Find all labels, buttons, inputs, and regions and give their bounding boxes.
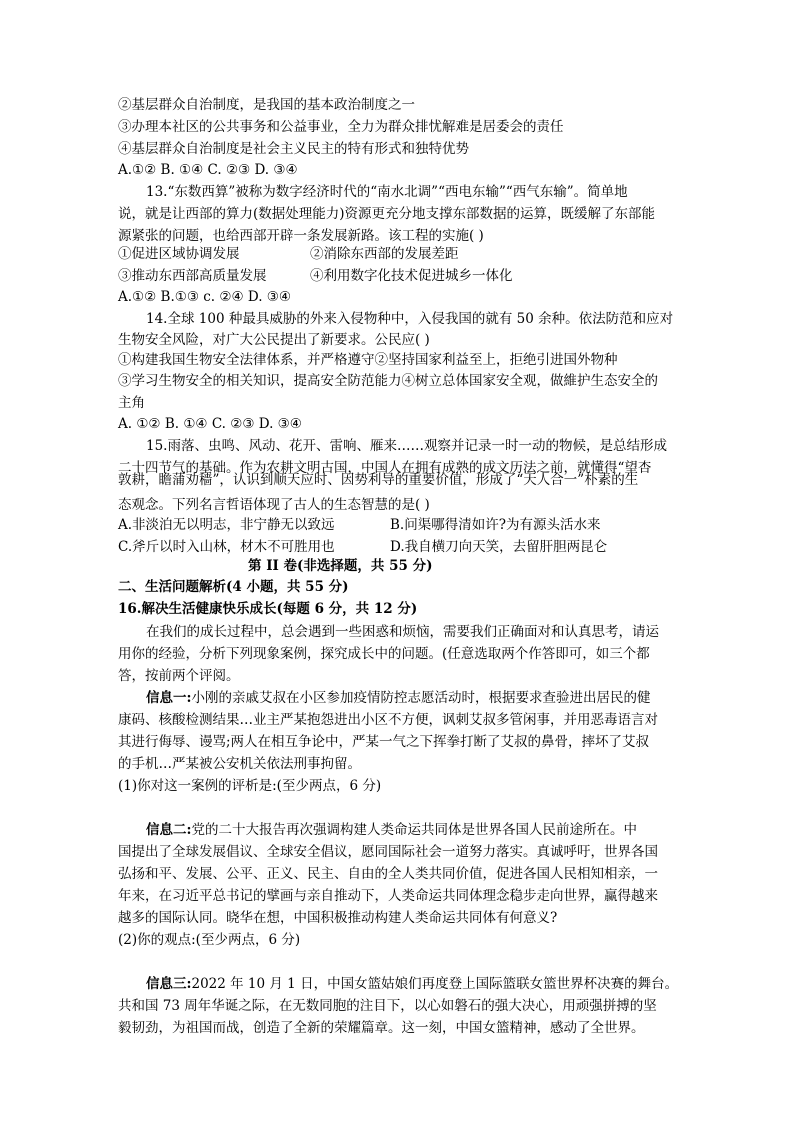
- section-2-title: 第 II 卷(非选择题，共 55 分): [248, 558, 433, 574]
- q13-statement-3: ③推动东西部高质量发展: [118, 268, 267, 284]
- q14-line-4: ③学习生物安全的相关知识，提高安全防范能力④树立总体国家安全观，做維护生态安全的: [118, 373, 658, 389]
- q13-line-3: 源紧张的问题，也给西部开辟一条发展新路。该工程的实施( ): [118, 228, 484, 244]
- q16-intro-1: 在我们的成长过程中，总会遇到一些困惑和烦恼，需要我们正确面对和认真思考，请运: [146, 624, 659, 640]
- info-2-label: 信息二:: [146, 822, 192, 838]
- info-2-line-5: 越多的国际认同。晓华在想，中国积极推动构建人类命运共同体有何意义?: [118, 910, 558, 926]
- info-2-text: 党的二十大报告再次强调构建人类命运共同体是世界各国人民前途所在。中: [191, 822, 637, 838]
- q16-intro-3: 答，按前两个评阅。: [118, 668, 240, 684]
- q13-statement-1: ①促进区域协调发展: [118, 246, 240, 262]
- q14-line-5: 主角: [118, 395, 145, 411]
- statement-3: ③办理本社区的公共事务和公益事业，全力为群众排忧解难是居委会的责任: [118, 119, 564, 135]
- info-1-line-1: [146, 688, 650, 708]
- info-2-line-2: 国提出了全球发展倡议、全球安全倡议，愿同国际社会一道努力落实。真诚呼吁，世界各国: [118, 844, 658, 860]
- q14-line-1: 14.全球 100 种最具威胁的外来入侵物种中，入侵我国的就有 50 余种。依法防范和应对: [146, 311, 674, 327]
- q13-line-1: 13.“东数西算”被称为数字经济时代的“南水北调”“西电东输”“西气东输”。简单地: [146, 184, 628, 200]
- part-2-heading: 二、生活问题解析(4 小题，共 55 分): [118, 579, 349, 595]
- q15-option-c: C.斧斤以时入山林，材木不可胜用也: [118, 539, 335, 555]
- q13-statement-4: ④利用数字化技术促进城乡一体化: [310, 268, 513, 284]
- info-3-line-1: [146, 974, 678, 994]
- q15-option-d: D.我自横刀向天笑，去留肝胆两昆仑: [390, 539, 608, 555]
- info-2-line-4: 年来，在习近平总书记的擘画与亲自推动下，人类命运共同体理念稳步走向世界，赢得越来: [118, 888, 658, 904]
- q16-question-2: (2)你的观点:(至少两点，6 分): [118, 932, 301, 948]
- q15-line-3: 敦耕，瞻蒲劝穑”，认识到顺天应时、因势利导的重要价值，形成了“天人合一”朴素的生: [118, 472, 639, 488]
- info-1-line-4: 的手机…严某被公安机关依法刑事拘留。: [118, 756, 361, 772]
- statement-2: ②基层群众自治制度，是我国的基本政治制度之一: [118, 97, 415, 113]
- statement-4: ④基层群众自治制度是社会主义民主的特有形式和独特优势: [118, 141, 469, 157]
- info-2-line-1: [146, 820, 637, 840]
- info-3-line-3: 毅韧劲，为祖国而战，创造了全新的荣耀篇章。这一刻，中国女篮精神，感动了全世界。: [118, 1020, 645, 1036]
- q14-options: A. ①② B. ①④ C. ②③ D. ③④: [118, 416, 302, 432]
- info-1-line-2: 康码、核酸检测结果…业主严某抱怨进出小区不方便，讽刺艾叔多管闲事，并用恶毒语言对: [118, 712, 658, 728]
- q13-statement-2: ②消除东西部的发展差距: [310, 246, 459, 262]
- info-2-line-3: 弘扬和平、发展、公平、正义、民主、自由的全人类共同价值，促进各国人民相知相亲，一: [118, 866, 658, 882]
- q15-line-2: 二十四节气的基础。作为农耕文明古国，中国人在拥有成熟的成文历法之前，就懂得“望杏: [118, 460, 652, 476]
- q14-line-2: 生物安全风险，对广大公民提出了新要求。公民应( ): [118, 332, 430, 348]
- q15-line-1: 15.雨落、虫鸣、风动、花开、雷响、雁来……观察并记录一时一动的物候，是总结形成: [146, 438, 667, 454]
- prev-options: A.①② B. ①④ C. ②③ D. ③④: [118, 162, 298, 178]
- q13-options: A.①② B.①③ c. ②④ D. ③④: [118, 289, 292, 305]
- q16-question-1: (1)你对这一案例的评析是:(至少两点，6 分): [118, 778, 382, 794]
- info-1-label: 信息一:: [146, 690, 192, 706]
- q16-intro-2: 用你的经验，分析下列现象案例，探究成长中的问题。(任意选取两个作答即可，如三个都: [118, 646, 650, 662]
- q15-option-a: A.非淡泊无以明志，非宁静无以致远: [118, 517, 335, 533]
- q13-line-2: 说，就是让西部的算力(数据处理能力)资源更充分地支撑东部数据的运算，既缓解了东部能: [118, 206, 656, 222]
- q14-line-3: ①构建我国生物安全法律体系，并严格遵守②坚持国家利益至上，拒绝引进国外物种: [118, 352, 618, 368]
- info-1-line-3: 其进行侮辱、谩骂;两人在相互争论中，严某一气之下挥拳打断了艾叔的鼻骨，摔坏了艾叔: [118, 734, 650, 750]
- info-3-label: 信息三:: [146, 976, 192, 992]
- info-3-line-2: 共和国 73 周年华诞之际，在无数同胞的注目下，以心如磐石的强大决心，用顽强拼搏的坚: [118, 998, 657, 1014]
- q15-option-b: B.问渠哪得清如许?为有源头活水来: [390, 517, 601, 533]
- info-1-text: 小刚的亲戚艾叔在小区参加疫情防控志愿活动时，根据要求查验进出居民的健: [191, 690, 651, 706]
- q16-title: 16.解决生活健康快乐成长(每题 6 分，共 12 分): [118, 601, 418, 617]
- q15-line-4: 态观念。下列名言哲语体现了古人的生态智慧的是( ): [118, 497, 430, 513]
- info-3-text: 2022 年 10 月 1 日，中国女篮姑娘们再度登上国际篮联女篮世界杯决赛的舞台。: [191, 976, 679, 992]
